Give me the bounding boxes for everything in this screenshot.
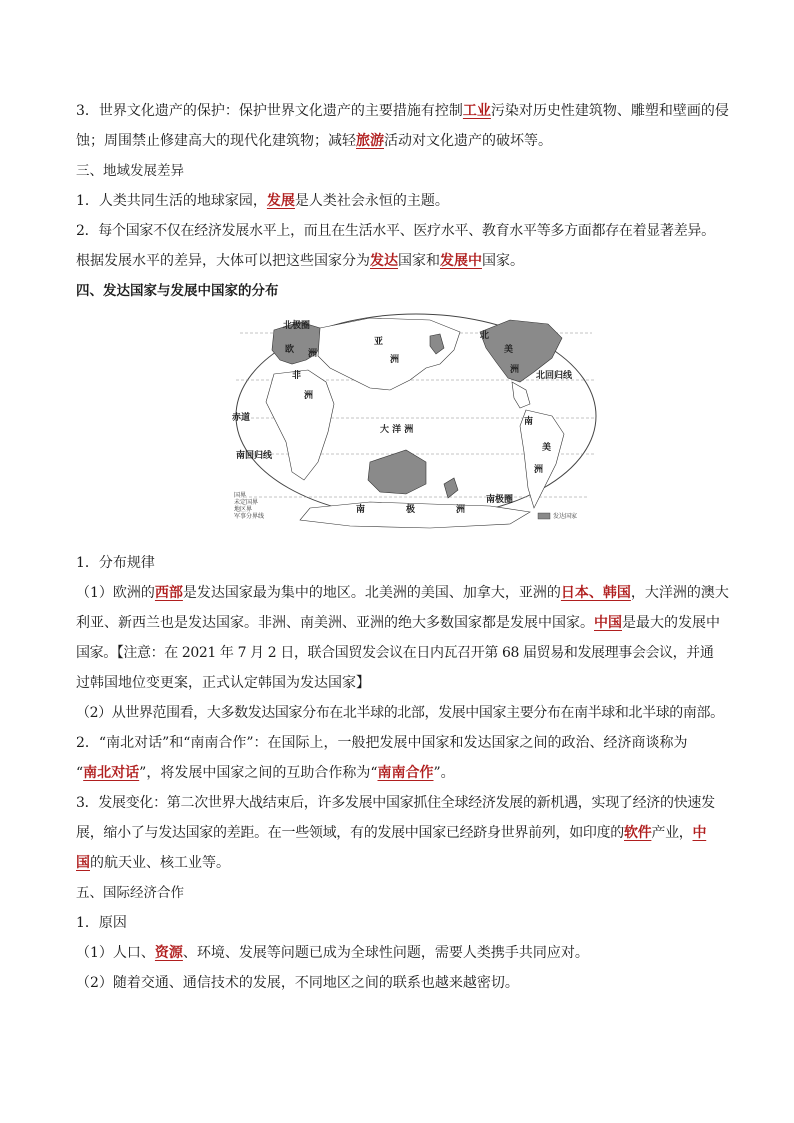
text: 是人类社会永恒的主题。	[294, 193, 449, 209]
label-north-america-a: 北	[480, 331, 490, 341]
keyword-developed: 发达	[370, 253, 398, 269]
paragraph-differences: 2．每个国家不仅在经济发展水平上，而且在生活水平、医疗水平、教育水平等多方面都存在着显著差异。	[76, 223, 715, 239]
distribution-rule-title: 1．分布规律	[76, 555, 155, 571]
paragraph-heritage-protection	[76, 96, 729, 126]
paragraph-rule-1-cont	[76, 608, 726, 638]
text: 活动对文化遗产的破坏等。	[384, 133, 552, 149]
document-page	[76, 96, 729, 998]
keyword-south-south-cooperation: 南南合作	[377, 765, 434, 781]
label-south-america-a: 南	[524, 417, 534, 427]
keyword-tourism: 旅游	[356, 133, 384, 149]
label-south-america-c: 洲	[534, 465, 544, 475]
paragraph-dialogue: 2．“南北对话”和“南南合作”：在国际上，一般把发展中国家和发达国家之间的政治、经济商谈称为	[76, 735, 688, 751]
paragraph-change: 3．发展变化：第二次世界大战结束后，许多发展中国家抓住全球经济发展的新机遇，实现了经济的快速发	[76, 795, 715, 811]
label-north-america-b: 美	[504, 345, 514, 355]
text: 是发达国家最为集中的地区。北美洲的美国、加拿大，亚洲的	[182, 585, 561, 601]
label-oceania: 大 洋 洲	[380, 425, 414, 435]
label-south-america-b: 美	[542, 443, 552, 453]
text: 产业，	[651, 825, 693, 841]
keyword-resources: 资源	[154, 945, 183, 961]
paragraph-change-cont	[76, 818, 726, 848]
keyword-industry: 工业	[462, 103, 491, 119]
text: ”。	[433, 765, 455, 781]
world-map-figure	[230, 312, 602, 542]
keyword-china-a: 中	[692, 825, 707, 841]
label-antarctica-b: 极	[406, 505, 416, 515]
text: 国家。	[482, 253, 524, 269]
legend-item: 军事分界线	[234, 513, 265, 520]
legend-developed-swatch	[538, 513, 550, 519]
paragraph-rule-1-note: 国家。【注意：在 2021 年 7 月 2 日，联合国贸发会议在日内瓦召开第 68 届贸易和发展理事会会议，并通	[76, 645, 714, 661]
text: 国家和	[398, 253, 440, 269]
label-asia-a: 亚	[374, 337, 384, 347]
text: 污染对历史性建筑物、雕塑和壁画的侵	[490, 103, 729, 119]
label-equator: 赤道	[232, 413, 251, 423]
text: ，大洋洲的澳大	[630, 585, 729, 601]
text: （1）欧洲的	[76, 585, 155, 601]
text: 根据发展水平的差异，大体可以把这些国家分为	[76, 253, 370, 269]
label-antarctic-circle: 南极圈	[486, 495, 514, 505]
label-north-america-c: 洲	[510, 365, 520, 375]
section-title-distribution: 四、发达国家与发展中国家的分布	[76, 283, 279, 299]
paragraph-heritage-protection-cont	[76, 126, 726, 156]
map-legend-lines	[234, 492, 264, 520]
section-title-cooperation: 五、国际经济合作	[76, 885, 184, 901]
keyword-china: 中国	[594, 615, 622, 631]
label-europe-b: 洲	[308, 349, 318, 359]
label-arctic-circle: 北极圈	[283, 321, 311, 331]
text: “	[76, 765, 84, 781]
legend-item: 国界	[234, 492, 247, 499]
paragraph-rule-2: （2）从世界范围看，大多数发达国家分布在北半球的北部，发展中国家主要分布在南半球和北半球的南部。	[76, 705, 724, 721]
keyword-west: 西部	[154, 585, 183, 601]
paragraph-change-end	[76, 848, 726, 878]
label-africa-b: 洲	[304, 391, 314, 401]
keyword-development: 发展	[266, 193, 295, 209]
label-europe-a: 欧	[285, 345, 295, 355]
text: 蚀；周围禁止修建高大的现代化建筑物；减轻	[76, 133, 356, 149]
keyword-developing: 发展中	[440, 253, 482, 269]
keyword-software: 软件	[624, 825, 652, 841]
label-tropic-capricorn: 南回归线	[236, 451, 273, 461]
label-tropic-cancer: 北回归线	[536, 371, 573, 381]
label-antarctica-c: 洲	[456, 505, 466, 515]
text: 利亚、新西兰也是发达国家。非洲、南美洲、亚洲的绝大多数国家都是发展中国家。	[76, 615, 594, 631]
label-asia-b: 洲	[390, 355, 400, 365]
paragraph-reason-2: （2）随着交通、通信技术的发展，不同地区之间的联系也越来越密切。	[76, 975, 519, 991]
paragraph-reason-1	[76, 938, 726, 968]
label-africa-a: 非	[292, 371, 302, 381]
text: 3．世界文化遗产的保护：保护世界文化遗产的主要措施有控制	[76, 103, 463, 119]
paragraph-rule-1	[76, 578, 729, 608]
text: 是最大的发展中	[622, 615, 720, 631]
paragraph-rule-1-note-cont: 过韩国地位变更案，正式认定韩国为发达国家】	[76, 675, 370, 691]
keyword-north-south-dialogue: 南北对话	[83, 765, 140, 781]
text: 的航天业、核工业等。	[90, 855, 230, 871]
paragraph-dialogue-cont	[76, 758, 726, 788]
text: 、环境、发展等问题已成为全球性问题，需要人类携手共同应对。	[182, 945, 589, 961]
legend-developed-label: 发达国家	[553, 513, 578, 520]
legend-item: 地区界	[234, 506, 253, 513]
label-antarctica-a: 南	[356, 505, 366, 515]
paragraph-classification	[76, 246, 726, 276]
text: ”，将发展中国家之间的互助合作称为“	[139, 765, 378, 781]
cooperation-reason-title: 1．原因	[76, 915, 127, 931]
legend-item: 未定国界	[234, 499, 259, 506]
section-title-regional-differences: 三、地域发展差异	[76, 163, 184, 179]
text: 展，缩小了与发达国家的差距。在一些领域，有的发展中国家已经跻身世界前列，如印度的	[76, 825, 624, 841]
keyword-japan-korea: 日本、韩国	[560, 585, 631, 601]
keyword-china-b: 国	[76, 855, 90, 871]
text: （1）人口、	[76, 945, 155, 961]
text: 1．人类共同生活的地球家园，	[76, 193, 267, 209]
paragraph-development-theme	[76, 186, 726, 216]
